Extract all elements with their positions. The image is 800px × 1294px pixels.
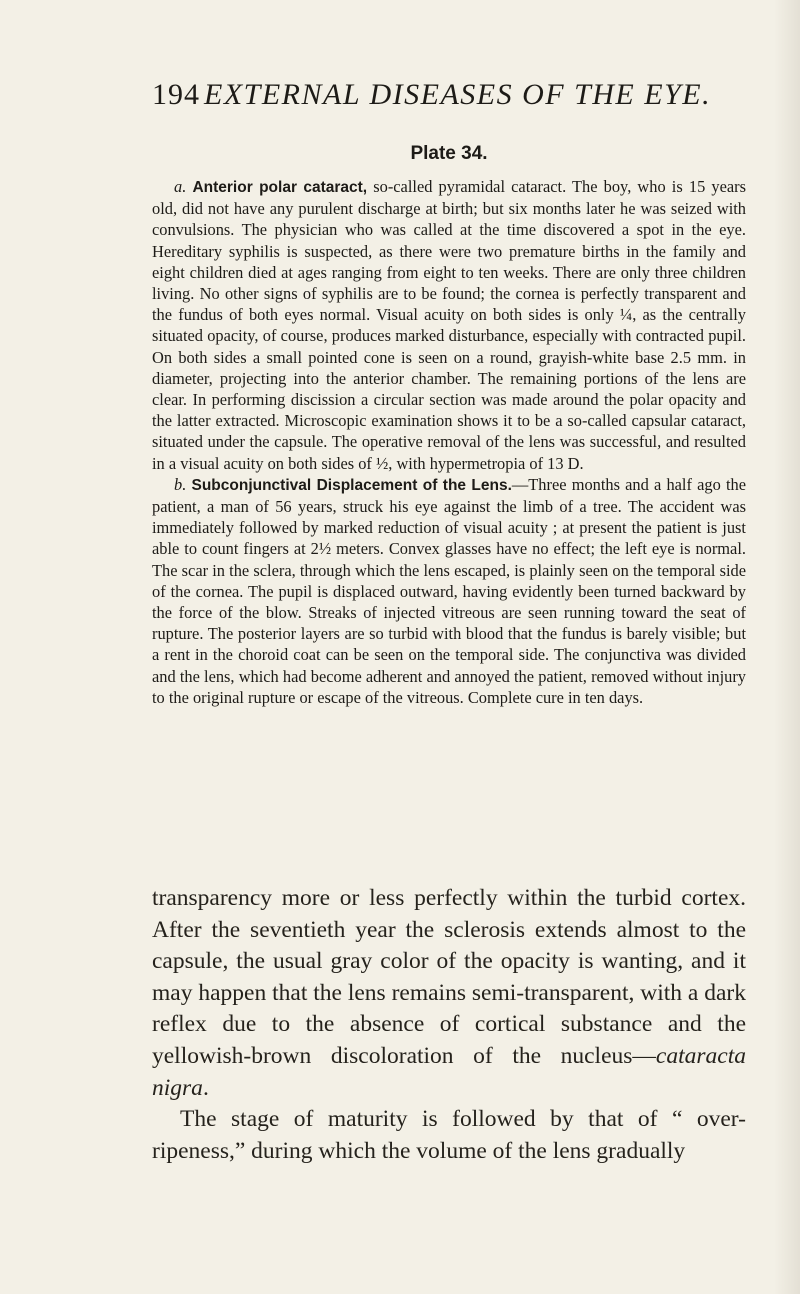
section-b-heading: Subconjunctival Displacement of the Lens.	[191, 476, 512, 494]
body-text	[152, 883, 746, 1167]
page-edge-shadow	[774, 0, 800, 1294]
section-a-text: so-called pyramidal cataract. The boy, who is 15 years old, did not have any purulent discharge at birth; but six months later he was seized with convulsions. The physician who was called at the time discovered a spot in the eye. Hereditary syphilis is suspected, as there were two premature births in the family and eight children died at ages ranging from eight to ten weeks. There are only three children living. No other signs of syphilis are to be found; the cornea is perfectly transparent and the fundus of both eyes normal. Visual acuity on both sides is only ¼, as the centrally situated opacity, of course, produces marked disturbance, especially with contracted pupil. On both sides a small pointed cone is seen on a round, grayish-white base 2.5 mm. in diameter, projecting into the anterior chamber. The remaining portions of the lens are clear. In performing discission a circular section was made around the polar opacity and the latter extracted. Microscopic examination shows it to be a so-called capsular cataract, situated under the capsule. The operative removal of the lens was successful, and resulted in a visual acuity on both sides of ½, with hypermetropia of 13 D.	[152, 177, 746, 473]
section-b-label: b.	[174, 474, 187, 494]
section-b-paragraph	[152, 474, 746, 708]
plate-title: Plate 34.	[410, 143, 488, 164]
running-head	[152, 72, 746, 112]
continuation-paragraph	[152, 883, 746, 1104]
latin-term: cataracta nigra	[152, 1042, 746, 1101]
continuation-period: .	[202, 1074, 209, 1101]
plate-description	[152, 176, 746, 708]
page-number: 194	[152, 78, 200, 111]
section-a-label: a.	[174, 177, 187, 196]
section-b-text: —Three months and a half ago the patient, a man of 56 years, struck his eye against the limb of a tree. The accident was immediately followed by marked reduction of visual acuity ; at present the patient is just able to count fingers at 2½ meters. Convex glasses have no effect; the left eye is normal. The scar in the sclera, through which the lens escaped, is plainly seen on the temporal side of the cornea. The pupil is displaced outward, having evidently been turned backward by the force of the blow. Streaks of injected vitreous are seen running toward the seat of rupture. The posterior layers are so turbid with blood that the fundus is barely visible; but a rent in the choroid coat can be seen on the temporal side. The conjunctiva was divided and the lens, which had become adherent and annoyed the patient, removed without injury to the original rupture or escape of the vitreous. Complete cure in ten days.	[152, 474, 746, 707]
section-a-paragraph	[152, 176, 746, 474]
next-paragraph: The stage of maturity is followed by that of “ over-ripeness,” during which the volume of the lens gradually	[152, 1106, 746, 1164]
continuation-text: transparency more or less perfectly within the turbid cortex. After the seventieth year the sclerosis extends almost to the capsule, the usual gray color of the opacity is wanting, and it may happen that the lens remains semi-transparent, with a dark reflex due to the absence of cortical substance and the yellowish-brown discoloration of the nucleus—	[152, 885, 746, 1069]
running-title: EXTERNAL DISEASES OF THE EYE.	[204, 78, 712, 111]
section-a-heading: Anterior polar cataract,	[192, 179, 368, 196]
